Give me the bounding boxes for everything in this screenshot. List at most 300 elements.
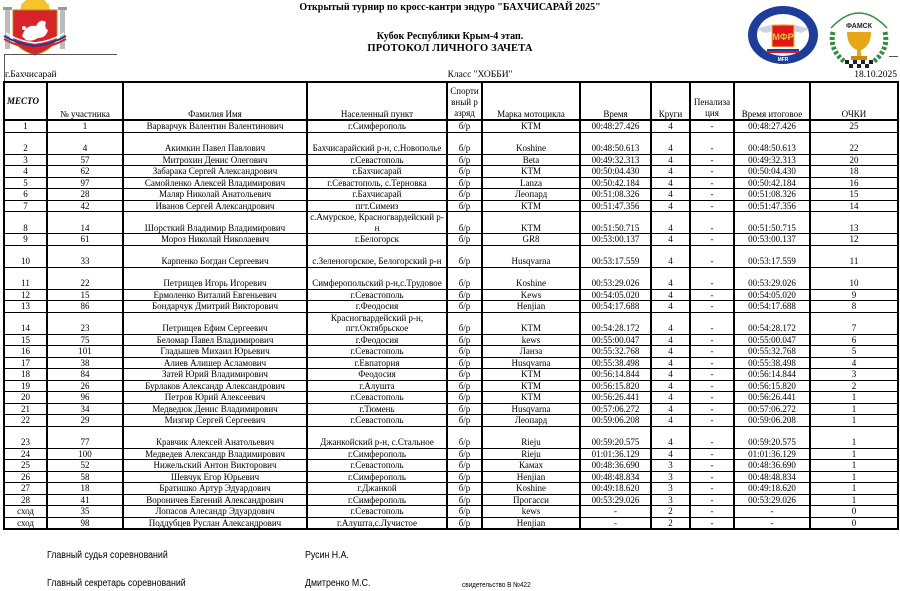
cell-total-time: 00:48:36.690 (734, 460, 810, 472)
cell-place: 2 (4, 132, 47, 154)
cell-penalty: - (690, 483, 734, 495)
table-row (4, 392, 898, 404)
cell-sport-rank: б/р (447, 301, 482, 313)
cell-place: 25 (4, 460, 47, 472)
cell-place: 12 (4, 289, 47, 301)
cell-points: 8 (810, 301, 898, 313)
cell-total-time: 00:55:32.768 (734, 346, 810, 358)
cell-points: 11 (810, 245, 898, 267)
cell-number: 97 (47, 177, 123, 189)
cell-name: Затей Юрий Владимирович (123, 369, 307, 381)
table-row (4, 177, 898, 189)
table-row (4, 415, 898, 427)
cell-penalty: - (690, 346, 734, 358)
table-row (4, 132, 898, 154)
cell-number: 22 (47, 267, 123, 289)
cell-total-time: - (734, 517, 810, 529)
cell-number: 77 (47, 426, 123, 448)
cell-sport-rank: б/р (447, 189, 482, 201)
cell-total-time: 00:50:04.430 (734, 166, 810, 178)
cell-number: 52 (47, 460, 123, 472)
cell-place: 11 (4, 267, 47, 289)
cell-name: Лопасов Алесандр Эдуардович (123, 506, 307, 518)
cell-points: 20 (810, 154, 898, 166)
cell-locality: г.Симферополь (307, 471, 447, 483)
cell-place: сход (4, 506, 47, 518)
cell-penalty: - (690, 154, 734, 166)
cell-motorcycle: Леопард (482, 189, 580, 201)
cell-motorcycle: Husqvarna (482, 357, 580, 369)
cell-motorcycle: KTM (482, 369, 580, 381)
cell-total-time: 00:54:05.020 (734, 289, 810, 301)
tournament-title: Открытый турнир по кросс-кантри эндуро "БАХЧИСАРАЙ 2025" (299, 2, 601, 13)
table-row (4, 334, 898, 346)
cell-total-time: 00:49:32.313 (734, 154, 810, 166)
results-table (3, 81, 899, 530)
cell-total-time: 00:56:26.441 (734, 392, 810, 404)
cell-sport-rank: б/р (447, 154, 482, 166)
cell-name: Шорсткий Владимир Владимирович (123, 212, 307, 234)
cell-laps: 4 (651, 234, 690, 246)
cell-total-time: 00:48:27.426 (734, 120, 810, 132)
chief-secretary-label: Главный секретарь соревнований (47, 578, 186, 589)
cell-motorcycle: Kews (482, 289, 580, 301)
cell-laps: 4 (651, 312, 690, 334)
cell-number: 1 (47, 120, 123, 132)
cell-motorcycle: KTM (482, 380, 580, 392)
table-row (4, 166, 898, 178)
cell-name: Медведюк Денис Владимирович (123, 403, 307, 415)
cell-place: 14 (4, 312, 47, 334)
cell-motorcycle: Rieju (482, 426, 580, 448)
cell-penalty: - (690, 200, 734, 212)
cell-sport-rank: б/р (447, 494, 482, 506)
cell-place: 5 (4, 177, 47, 189)
cell-sport-rank: б/р (447, 166, 482, 178)
cell-sport-rank: б/р (447, 289, 482, 301)
cell-locality: г.Алушта (307, 380, 447, 392)
cell-time: 00:49:18.620 (580, 483, 651, 495)
svg-text:ФАМСК: ФАМСК (845, 23, 873, 30)
cell-laps: 4 (651, 369, 690, 381)
table-row (4, 369, 898, 381)
cell-motorcycle: KTM (482, 120, 580, 132)
table-row (4, 448, 898, 460)
cell-locality: Джанкойский р-н, с.Стальное (307, 426, 447, 448)
col-header-total-time: Время итоговое (734, 82, 810, 120)
cell-name: Забарака Сергей Александрович (123, 166, 307, 178)
cell-penalty: - (690, 166, 734, 178)
cell-penalty: - (690, 471, 734, 483)
cell-place: 3 (4, 154, 47, 166)
cell-time: 00:56:14.844 (580, 369, 651, 381)
cell-place: 8 (4, 212, 47, 234)
cell-sport-rank: б/р (447, 346, 482, 358)
cell-number: 35 (47, 506, 123, 518)
cell-place: 7 (4, 200, 47, 212)
cell-time: 00:53:29.026 (580, 267, 651, 289)
cell-laps: 4 (651, 415, 690, 427)
cell-time: 00:50:04.430 (580, 166, 651, 178)
cell-sport-rank: б/р (447, 415, 482, 427)
cell-place: 28 (4, 494, 47, 506)
cell-motorcycle: KTM (482, 392, 580, 404)
cell-motorcycle: Koshine (482, 132, 580, 154)
cell-laps: 2 (651, 517, 690, 529)
cell-penalty: - (690, 460, 734, 472)
cell-motorcycle: Lanza (482, 177, 580, 189)
cell-total-time: 00:48:48.834 (734, 471, 810, 483)
cell-laps: 4 (651, 301, 690, 313)
cell-name: Бондарчук Дмитрий Викторович (123, 301, 307, 313)
cell-laps: 4 (651, 120, 690, 132)
cell-total-time: 00:50:42.184 (734, 177, 810, 189)
cell-sport-rank: б/р (447, 267, 482, 289)
cell-laps: 3 (651, 494, 690, 506)
cell-points: 4 (810, 357, 898, 369)
class-label: Класс "ХОББИ" (447, 70, 513, 80)
cell-motorcycle: Beta (482, 154, 580, 166)
divider (889, 56, 898, 57)
cell-sport-rank: б/р (447, 506, 482, 518)
cell-total-time: 00:56:14.844 (734, 369, 810, 381)
cell-number: 26 (47, 380, 123, 392)
cell-time: 00:56:26.441 (580, 392, 651, 404)
cell-time: 00:48:48.834 (580, 471, 651, 483)
cell-total-time: 00:53:29.026 (734, 267, 810, 289)
cell-time: 00:55:38.498 (580, 357, 651, 369)
cell-place: 1 (4, 120, 47, 132)
table-row (4, 483, 898, 495)
cell-time: 00:51:47.356 (580, 200, 651, 212)
cell-sport-rank: б/р (447, 312, 482, 334)
cell-locality: г.Симферополь (307, 494, 447, 506)
cell-time: 00:53:29.026 (580, 494, 651, 506)
cell-place: 22 (4, 415, 47, 427)
table-row (4, 200, 898, 212)
table-row (4, 426, 898, 448)
cell-name: Шевчук Егор Юрьевич (123, 471, 307, 483)
cell-laps: 4 (651, 166, 690, 178)
cell-time: 00:54:05.020 (580, 289, 651, 301)
cell-place: 23 (4, 426, 47, 448)
cell-time: 00:59:06.208 (580, 415, 651, 427)
svg-text:MFR: MFR (777, 57, 789, 63)
cell-locality: г.Бахчисарай (307, 166, 447, 178)
cell-points: 22 (810, 132, 898, 154)
cell-time: 00:54:17.688 (580, 301, 651, 313)
cell-name: Братишко Артур Эдуардович (123, 483, 307, 495)
cell-motorcycle: kews (482, 506, 580, 518)
cell-points: 2 (810, 380, 898, 392)
cell-name: Ермоленко Виталий Евгеньевич (123, 289, 307, 301)
cell-penalty: - (690, 426, 734, 448)
certificate-number: свидетельство В №422 (462, 580, 531, 589)
cell-laps: 3 (651, 483, 690, 495)
cell-sport-rank: б/р (447, 517, 482, 529)
cell-penalty: - (690, 212, 734, 234)
cell-sport-rank: б/р (447, 448, 482, 460)
cell-name: Митрохин Денис Олегович (123, 154, 307, 166)
cell-time: 00:48:50.613 (580, 132, 651, 154)
table-row (4, 234, 898, 246)
cell-points: 6 (810, 334, 898, 346)
cell-place: 16 (4, 346, 47, 358)
col-header-laps: Круги (651, 82, 690, 120)
cell-place: 20 (4, 392, 47, 404)
cell-time: 00:53:00.137 (580, 234, 651, 246)
cell-number: 41 (47, 494, 123, 506)
cell-locality: г.Севастополь (307, 289, 447, 301)
cell-points: 0 (810, 517, 898, 529)
table-row (4, 460, 898, 472)
cell-penalty: - (690, 301, 734, 313)
chief-judge-name: Русин Н.А. (305, 550, 349, 561)
cell-total-time: - (734, 506, 810, 518)
cell-points: 1 (810, 415, 898, 427)
cell-penalty: - (690, 334, 734, 346)
cell-motorcycle: GR8 (482, 234, 580, 246)
cell-penalty: - (690, 245, 734, 267)
cell-name: Гладышев Михаил Юрьевич (123, 346, 307, 358)
cell-points: 1 (810, 471, 898, 483)
cell-motorcycle: Rieju (482, 448, 580, 460)
col-header-number: № участника (47, 82, 123, 120)
cell-laps: 4 (651, 392, 690, 404)
col-header-name: Фамилия Имя (123, 82, 307, 120)
cell-place: 19 (4, 380, 47, 392)
cell-points: 16 (810, 177, 898, 189)
cell-name: Самойленко Алексей Владимирович (123, 177, 307, 189)
cell-locality: г.Тюмень (307, 403, 447, 415)
cell-number: 28 (47, 189, 123, 201)
cup-stage-title: Кубок Республики Крым-4 этап. (376, 31, 524, 42)
cell-number: 15 (47, 289, 123, 301)
cell-time: - (580, 506, 651, 518)
cell-time: 00:53:17.559 (580, 245, 651, 267)
cell-points: 10 (810, 267, 898, 289)
cell-name: Варварчук Валентин Валентинович (123, 120, 307, 132)
cell-sport-rank: б/р (447, 483, 482, 495)
cell-penalty: - (690, 380, 734, 392)
cell-number: 96 (47, 392, 123, 404)
cell-laps: 3 (651, 460, 690, 472)
cell-number: 29 (47, 415, 123, 427)
cell-total-time: 00:53:00.137 (734, 234, 810, 246)
cell-total-time: 00:48:50.613 (734, 132, 810, 154)
cell-motorcycle: Ланза (482, 346, 580, 358)
protocol-title: ПРОТОКОЛ ЛИЧНОГО ЗАЧЕТА (367, 43, 533, 54)
cell-name: Акимкин Павел Павлович (123, 132, 307, 154)
cell-number: 61 (47, 234, 123, 246)
cell-total-time: 00:59:06.208 (734, 415, 810, 427)
cell-penalty: - (690, 312, 734, 334)
cell-name: Петрищев Ефим Сергеевич (123, 312, 307, 334)
cell-locality: Феодосия (307, 369, 447, 381)
cell-points: 12 (810, 234, 898, 246)
cell-motorcycle: Henjian (482, 301, 580, 313)
cell-number: 34 (47, 403, 123, 415)
cell-points: 0 (810, 506, 898, 518)
cell-laps: 4 (651, 346, 690, 358)
cell-laps: 4 (651, 154, 690, 166)
cell-total-time: 00:55:00.047 (734, 334, 810, 346)
cell-laps: 4 (651, 426, 690, 448)
cell-locality: г.Севастополь (307, 460, 447, 472)
cell-place: сход (4, 517, 47, 529)
cell-laps: 4 (651, 448, 690, 460)
table-row (4, 471, 898, 483)
cell-laps: 4 (651, 200, 690, 212)
cell-time: 00:48:36.690 (580, 460, 651, 472)
cell-laps: 4 (651, 289, 690, 301)
cell-number: 98 (47, 517, 123, 529)
cell-sport-rank: б/р (447, 392, 482, 404)
cell-number: 75 (47, 334, 123, 346)
cell-laps: 4 (651, 357, 690, 369)
cell-total-time: 00:51:50.715 (734, 212, 810, 234)
venue-city: г.Бахчисарай (5, 70, 57, 80)
table-row (4, 380, 898, 392)
event-date: 18.10.2025 (854, 70, 897, 80)
cell-time: 00:56:15.820 (580, 380, 651, 392)
cell-penalty: - (690, 132, 734, 154)
cell-laps: 4 (651, 212, 690, 234)
cell-locality: г.Евпатория (307, 357, 447, 369)
cell-time: 00:48:27.426 (580, 120, 651, 132)
cell-place: 27 (4, 483, 47, 495)
cell-name: Иванов Сергей Александрович (123, 200, 307, 212)
col-header-sport-rank: Спортивный разряд (447, 82, 482, 120)
cell-place: 10 (4, 245, 47, 267)
cell-motorcycle: KTM (482, 166, 580, 178)
cell-total-time: 00:59:20.575 (734, 426, 810, 448)
table-row (4, 212, 898, 234)
cell-locality: г.Симферополь (307, 120, 447, 132)
cell-number: 14 (47, 212, 123, 234)
cell-points: 25 (810, 120, 898, 132)
col-header-penalty: Пенализация (690, 82, 734, 120)
cell-motorcycle: Husqvarna (482, 245, 580, 267)
cell-total-time: 00:49:18.620 (734, 483, 810, 495)
cell-number: 62 (47, 166, 123, 178)
cell-name: Карпенко Богдан Сергеевич (123, 245, 307, 267)
cell-penalty: - (690, 403, 734, 415)
table-row (4, 189, 898, 201)
cell-locality: г.Алушта,с.Лучистое (307, 517, 447, 529)
cell-points: 1 (810, 483, 898, 495)
chief-secretary-name: Дмитренко М.С. (305, 578, 371, 589)
cell-total-time: 00:54:17.688 (734, 301, 810, 313)
cell-name: Поддубцев Руслан Александрович (123, 517, 307, 529)
cell-place: 9 (4, 234, 47, 246)
cell-locality: г.Бахчисарай (307, 189, 447, 201)
cell-points: 1 (810, 460, 898, 472)
table-row (4, 346, 898, 358)
cell-time: - (580, 517, 651, 529)
cell-name: Кравчик Алексей Анатольевич (123, 426, 307, 448)
col-header-place: МЕСТО (4, 82, 47, 120)
cell-penalty: - (690, 234, 734, 246)
cell-name: Алиев Алишер Асламович (123, 357, 307, 369)
cell-place: 6 (4, 189, 47, 201)
cell-time: 00:57:06.272 (580, 403, 651, 415)
cell-penalty: - (690, 415, 734, 427)
cell-motorcycle: Henjian (482, 471, 580, 483)
cell-time: 00:59:20.575 (580, 426, 651, 448)
cell-penalty: - (690, 369, 734, 381)
cell-sport-rank: б/р (447, 403, 482, 415)
cell-number: 4 (47, 132, 123, 154)
cell-time: 00:55:00.047 (580, 334, 651, 346)
cell-sport-rank: б/р (447, 132, 482, 154)
cell-motorcycle: Husqvarna (482, 403, 580, 415)
cell-time: 00:49:32.313 (580, 154, 651, 166)
cell-laps: 4 (651, 334, 690, 346)
col-header-locality: Населенный пункт (307, 82, 447, 120)
cell-laps: 4 (651, 189, 690, 201)
cell-time: 00:55:32.768 (580, 346, 651, 358)
cell-sport-rank: б/р (447, 357, 482, 369)
cell-sport-rank: б/р (447, 471, 482, 483)
cell-time: 01:01:36.129 (580, 448, 651, 460)
cell-penalty: - (690, 392, 734, 404)
cell-locality: Бахчисарайский р-н, с.Новополье (307, 132, 447, 154)
cell-total-time: 01:01:36.129 (734, 448, 810, 460)
cell-total-time: 00:51:08.326 (734, 189, 810, 201)
cell-penalty: - (690, 177, 734, 189)
cell-penalty: - (690, 448, 734, 460)
cell-name: Петрищев Игорь Игоревич (123, 267, 307, 289)
cell-locality: г.Феодосия (307, 334, 447, 346)
table-row (4, 506, 898, 518)
col-header-time: Время (580, 82, 651, 120)
cell-locality: г.Феодосия (307, 301, 447, 313)
cell-number: 84 (47, 369, 123, 381)
cell-points: 18 (810, 166, 898, 178)
cell-sport-rank: б/р (447, 245, 482, 267)
cell-place: 21 (4, 403, 47, 415)
cell-motorcycle: kews (482, 334, 580, 346)
cell-time: 00:50:42.184 (580, 177, 651, 189)
col-header-motorcycle: Марка мотоцикла (482, 82, 580, 120)
cell-place: 15 (4, 334, 47, 346)
cell-locality: г.Джанкой (307, 483, 447, 495)
cell-number: 57 (47, 154, 123, 166)
table-row (4, 403, 898, 415)
table-row (4, 301, 898, 313)
cell-locality: г.Севастополь (307, 415, 447, 427)
cell-sport-rank: б/р (447, 334, 482, 346)
cell-penalty: - (690, 189, 734, 201)
cell-points: 1 (810, 494, 898, 506)
cell-laps: 4 (651, 267, 690, 289)
cell-time: 00:51:08.326 (580, 189, 651, 201)
cell-points: 15 (810, 189, 898, 201)
cell-motorcycle: Henjian (482, 517, 580, 529)
table-row (4, 517, 898, 529)
chief-judge-label: Главный судья соревнований (47, 550, 168, 561)
cell-penalty: - (690, 267, 734, 289)
table-row (4, 267, 898, 289)
cell-sport-rank: б/р (447, 212, 482, 234)
cell-number: 33 (47, 245, 123, 267)
cell-penalty: - (690, 289, 734, 301)
cell-name: Маляр Николай Анатольевич (123, 189, 307, 201)
cell-penalty: - (690, 120, 734, 132)
cell-number: 100 (47, 448, 123, 460)
cell-motorcycle: KTM (482, 312, 580, 334)
